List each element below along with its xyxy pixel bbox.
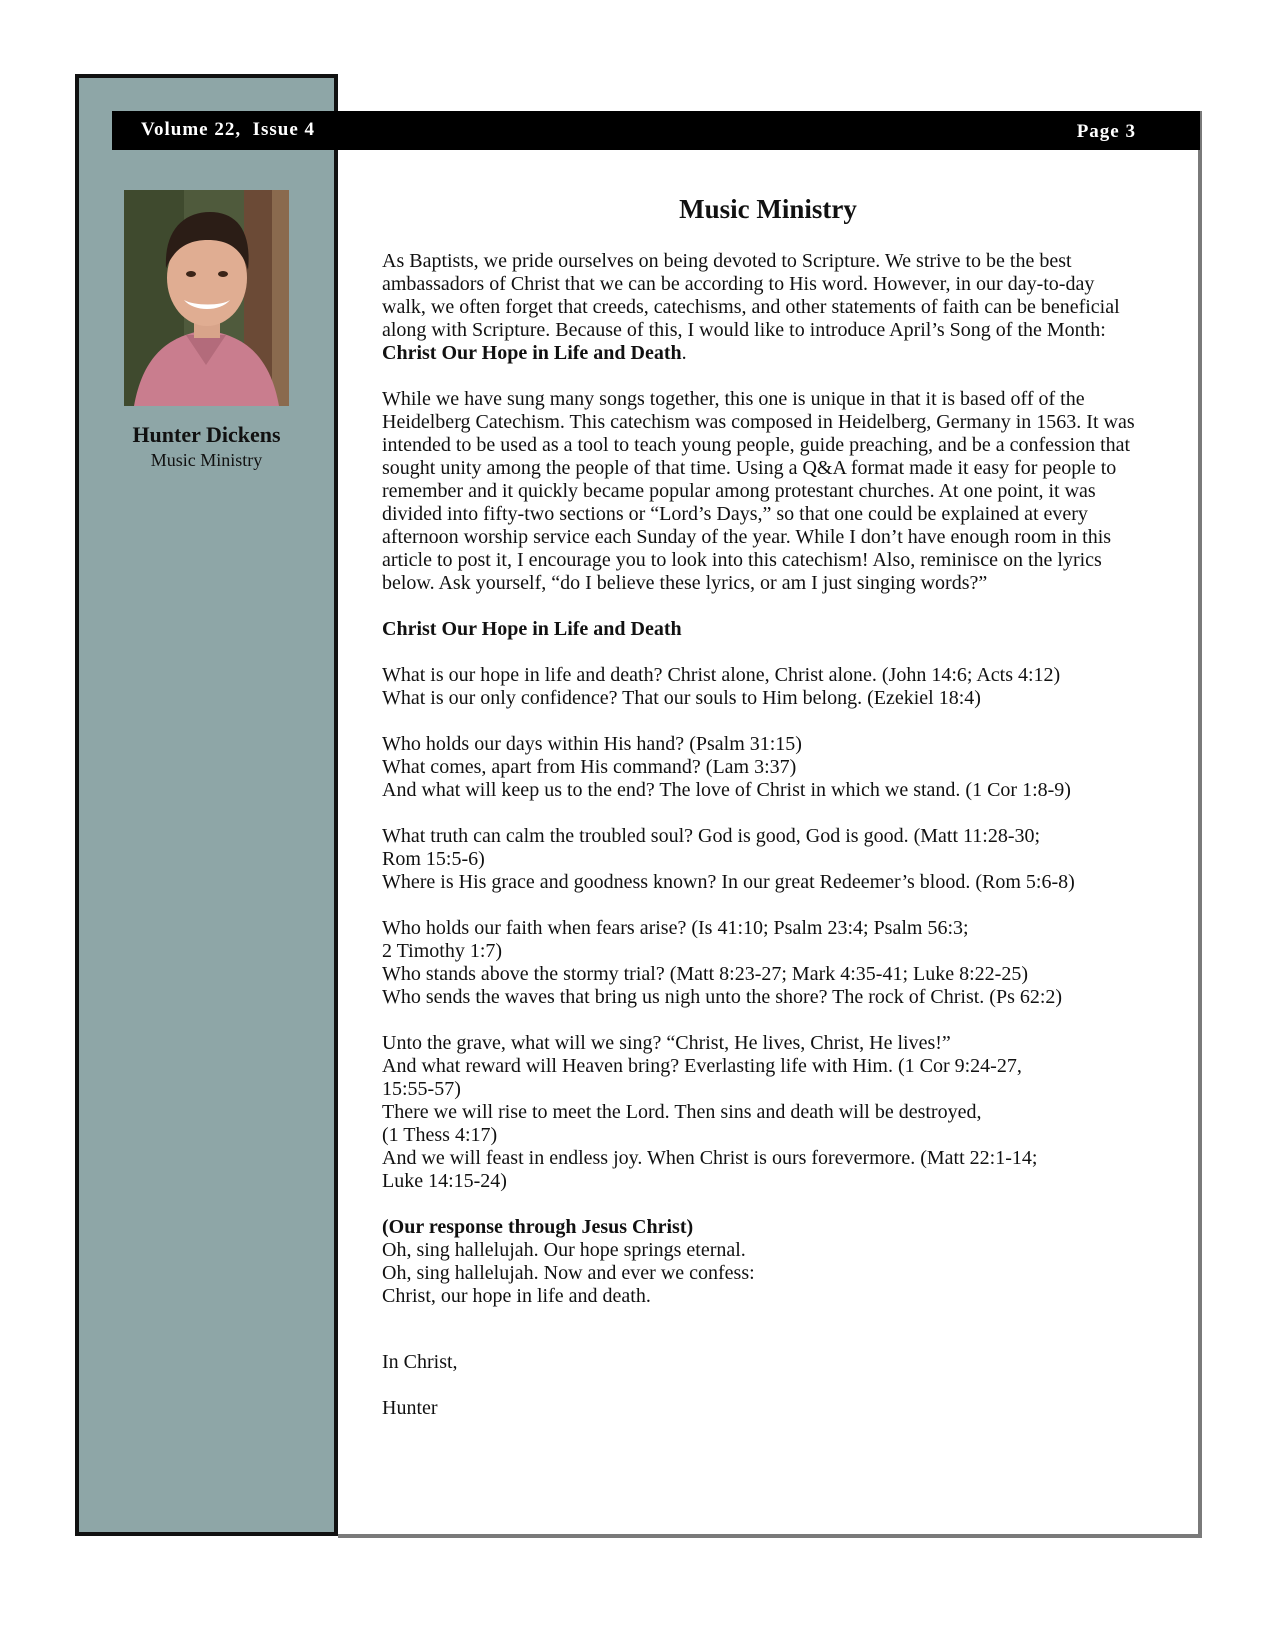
stanza-line: Unto the grave, what will we sing? “Christ, He lives, Christ, He lives!” (382, 1032, 951, 1054)
response-heading: (Our response through Jesus Christ) (382, 1216, 694, 1238)
stanza-line: Where is His grace and goodness known? In our great Redeemer’s blood. (Rom 5:6-8) (382, 871, 1075, 893)
history-paragraph: While we have sung many songs together, this one is unique in that it is based off of the Heidelberg Catechism. This catechism was composed in Heidelberg, Germany in 1563. It was intended to be used as a tool to teach young people, guide preaching, and be a confession that sought unity among the people of that time. Using a Q&A format made it easy for people to remember and it quickly became popular among protestant churches. At one point, it was divided into fifty-two sections or “Lord’s Days,” so that one could be explained at every afternoon worship service each Sunday of the year. While I don’t have enough room in this article to post it, I encourage you to look into this catechism! Also, reminisce on the lyrics below. Ask yourself, “do I believe these lyrics, or am I just singing words?” (382, 388, 1135, 594)
stanza-line: There we will rise to meet the Lord. Then sins and death will be destroyed, (382, 1101, 982, 1123)
stanza-line: What truth can calm the troubled soul? God is good, God is good. (Matt 11:28-30; (382, 825, 1041, 847)
response-line: Christ, our hope in life and death. (382, 1285, 651, 1307)
song-stanza (382, 664, 1142, 710)
stanza-line: And we will feast in endless joy. When Christ is ours forevermore. (Matt 22:1-14; (382, 1147, 1038, 1169)
closing-line: In Christ, (382, 1351, 458, 1373)
stanza-line: (1 Thess 4:17) (382, 1124, 498, 1146)
stanza-line: Who sends the waves that bring us nigh unto the shore? The rock of Christ. (Ps 62:2) (382, 986, 1063, 1008)
intro-paragraph (382, 250, 1142, 365)
header-bar (112, 111, 1200, 150)
spacer (382, 1331, 1142, 1351)
intro-end: . (681, 342, 687, 364)
right-border-rule (1198, 111, 1202, 1538)
signature: Hunter (382, 1397, 438, 1419)
song-title (382, 618, 1142, 641)
stanza-line: What is our hope in life and death? Christ alone, Christ alone. (John 14:6; Acts 4:12) (382, 664, 1061, 686)
issue-label: Volume 22, Issue 4 (141, 119, 316, 140)
author-name: Hunter Dickens (132, 422, 281, 447)
intro-song-title: Christ Our Hope in Life and Death (382, 342, 682, 364)
stanza-line: Who stands above the stormy trial? (Matt 8:23-27; Mark 4:35-41; Luke 8:22-25) (382, 963, 1028, 985)
stanza-line: What is our only confidence? That our souls to Him belong. (Ezekiel 18:4) (382, 687, 981, 709)
stanza-line: 15:55-57) (382, 1078, 461, 1100)
author-portrait-image (124, 190, 289, 406)
article-body (382, 250, 1142, 1443)
stanza-line: Who holds our faith when fears arise? (Is 41:10; Psalm 23:4; Psalm 56:3; (382, 917, 969, 939)
song-stanza (382, 825, 1142, 894)
song-verses (382, 664, 1142, 1193)
stanza-line: And what will keep us to the end? The love of Christ in which we stand. (1 Cor 1:8-9) (382, 779, 1071, 801)
song-stanza (382, 733, 1142, 802)
author-role: Music Ministry (150, 450, 263, 470)
stanza-line: 2 Timothy 1:7) (382, 940, 503, 962)
response-line: Oh, sing hallelujah. Our hope springs eternal. (382, 1239, 746, 1261)
response-block (382, 1216, 1142, 1308)
page-number: Page 3 (1076, 121, 1136, 142)
response-line: Oh, sing hallelujah. Now and ever we confess: (382, 1262, 755, 1284)
stanza-line: Luke 14:15-24) (382, 1170, 507, 1192)
stanza-line: And what reward will Heaven bring? Everlasting life with Him. (1 Cor 9:24-27, (382, 1055, 1022, 1077)
song-stanza (382, 1032, 1142, 1193)
song-stanza (382, 917, 1142, 1009)
author-photo (124, 190, 289, 406)
intro-text: As Baptists, we pride ourselves on being devoted to Scripture. We strive to be the best ambassadors of Christ that we can be according to His word. However, in our day-to-day walk, we often forget that creeds, catechisms, and other statements of faith can be beneficial along with Scripture. Because of this, I would like to introduce April’s Song of the Month: (382, 250, 1120, 341)
song-title-text: Christ Our Hope in Life and Death (382, 618, 682, 640)
stanza-line: What comes, apart from His command? (Lam 3:37) (382, 756, 797, 778)
bottom-border-rule (338, 1534, 1202, 1538)
article-title: Music Ministry (679, 194, 857, 224)
stanza-line: Who holds our days within His hand? (Psalm 31:15) (382, 733, 802, 755)
stanza-line: Rom 15:5-6) (382, 848, 485, 870)
